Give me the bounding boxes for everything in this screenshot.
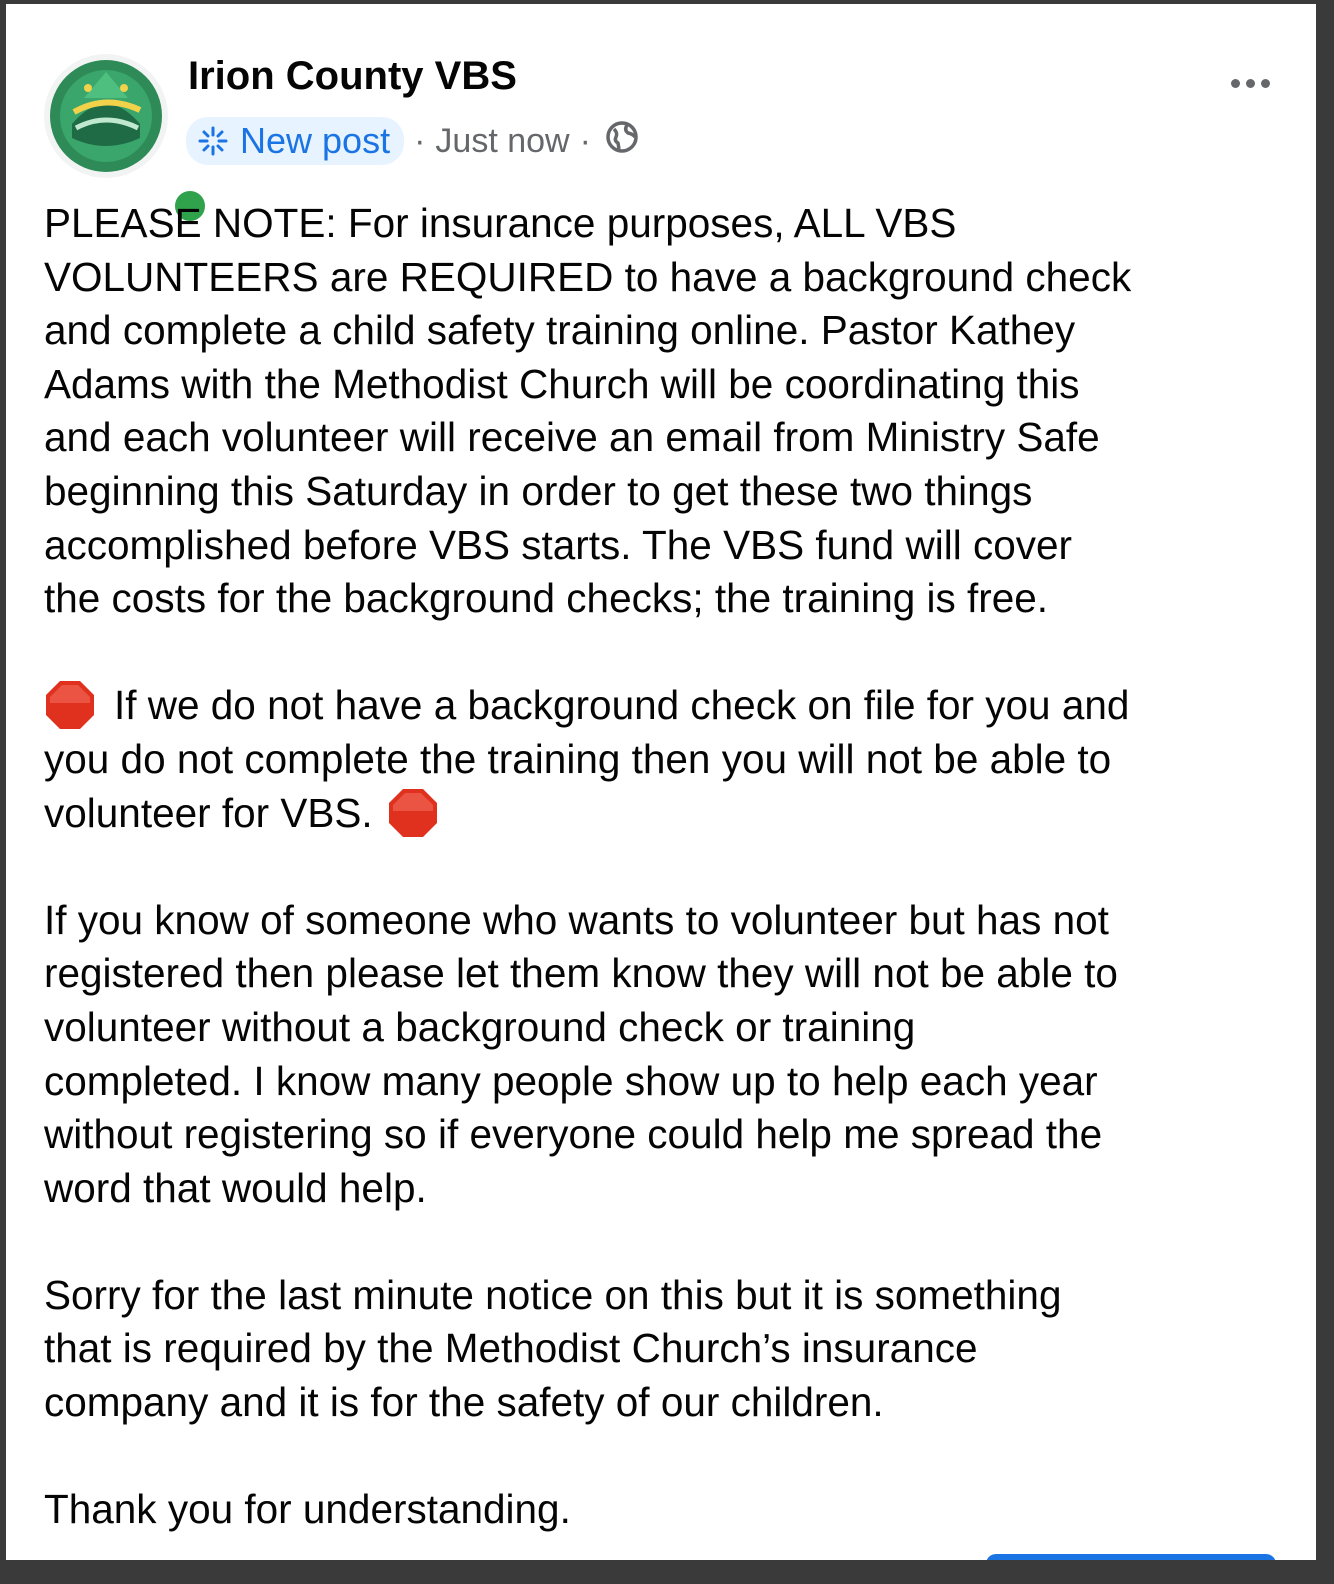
globe-icon[interactable]: [605, 120, 639, 163]
paragraph-notice: PLEASE NOTE: For insurance purposes, ALL VBS VOLUNTEERS are REQUIRED to have a background check and complete a child safety training online. Pastor Kathey Adams with the Methodist Church will be coordinating this and each volunteer will receive an email from Ministry Safe beginning this Saturday in order to get these two things accomplished before VBS starts. The VBS fund will cover the costs for the background checks; the training is free.: [44, 200, 1132, 622]
post-meta: [186, 117, 639, 165]
page-avatar[interactable]: [44, 54, 168, 178]
paragraph-thanks: Thank you for understanding.: [44, 1486, 571, 1533]
meta-separator: ·: [579, 121, 591, 160]
bottom-action-button[interactable]: [986, 1554, 1276, 1560]
paragraph-warning: If we do not have a background check on file for you and you do not complete the training then you will not be able to volunteer for VBS.: [44, 679, 1304, 840]
post-timestamp[interactable]: Just now: [435, 121, 570, 160]
paragraph-spread-word: If you know of someone who wants to volunteer but has not registered then please let them know they will not be able to volunteer without a background check or training completed. I know many people show up to help each year without registering so if everyone could help me spread the word that would help.: [44, 896, 1118, 1211]
paragraph-apology: Sorry for the last minute notice on this but it is something that is required by the Methodist Church’s insurance company and it is for the safety of our children.: [44, 1271, 1062, 1426]
meta-separator: ·: [414, 121, 426, 160]
sparkle-icon: [198, 126, 228, 156]
stop-sign-icon: [387, 787, 439, 839]
more-options-icon[interactable]: [1220, 68, 1280, 98]
post-card: [6, 4, 1316, 1560]
post-body: [44, 197, 1304, 1560]
new-post-label: New post: [240, 120, 391, 161]
stop-sign-icon: [44, 679, 96, 731]
page-name[interactable]: Irion County VBS: [188, 54, 517, 98]
emerald-crossing-logo: [44, 54, 168, 178]
new-post-badge: [186, 117, 404, 165]
